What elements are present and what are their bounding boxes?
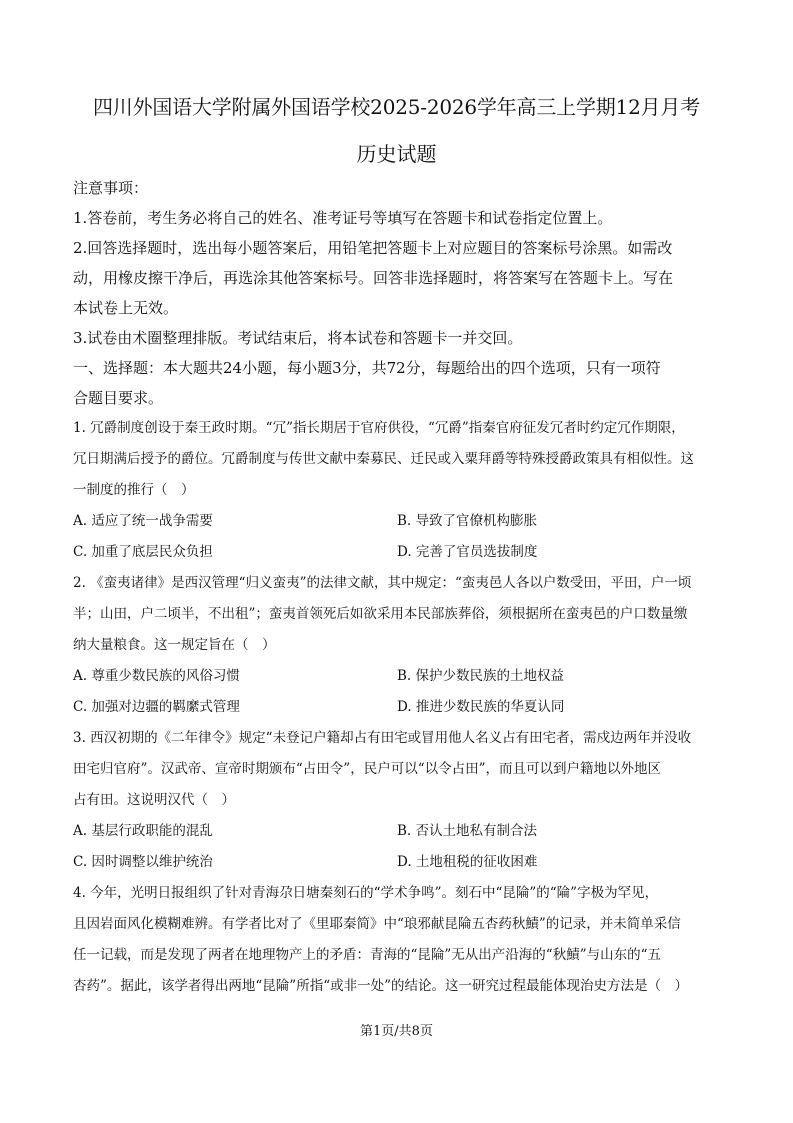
question-stem: 田宅归官府”。汉武帝、宣帝时期颁布“占田令”，民户可以“以令占田”，而且可以到户籍地以外地区 [73, 761, 662, 777]
option-a: A. 基层行政职能的混乱 [73, 823, 213, 839]
option-row [73, 847, 723, 878]
question-stem: 3. 西汉初期的《二年律令》规定“未登记户籍却占有田宅或冒用他人名义占有田宅者，需戍边两年并没收 [73, 730, 692, 746]
option-a: A. 尊重少数民族的风俗习惯 [73, 668, 240, 684]
exam-body [73, 173, 723, 1002]
option-c: C. 因时调整以维护统治 [73, 854, 213, 870]
question-stem: 占有田。这说明汉代（ ） [73, 792, 235, 808]
question-2 [73, 568, 723, 723]
question-1 [73, 413, 723, 568]
instruction-line: 2.回答选择题时，选出每小题答案后，用铅笔把答题卡上对应题目的答案标号涂黑。如需改 [73, 239, 673, 257]
question-stem: 且因岩面风化模糊难辨。有学者比对了《里耶秦简》中“琅邪献昆陯五杏药秋鰿”的记录，并未简单采信 [73, 916, 681, 932]
option-c: C. 加强对边疆的羁縻式管理 [73, 699, 240, 715]
option-b: B. 否认土地私有制合法 [397, 823, 538, 839]
question-stem: 2. 《蛮夷诸律》是西汉管理“归义蛮夷”的法律文献，其中规定：“蛮夷邑人各以户数受田，平田，户一顷 [73, 575, 692, 591]
option-d: D. 土地租税的征收困难 [397, 854, 538, 870]
option-row [73, 692, 723, 723]
option-row [73, 661, 723, 692]
question-stem: 任一记载，而是发现了两者在地理物产上的矛盾：青海的“昆陯”无从出产沿海的“秋鰿”与山东的“五 [73, 947, 662, 963]
question-stem: 1. 冗爵制度创设于秦王政时期。“冗”指长期居于官府供役，“冗爵”指秦官府征发冗者时约定冗作期限， [73, 420, 685, 436]
exam-subject: 历史试题 [356, 142, 437, 166]
option-row [73, 506, 723, 537]
instruction-line: 3.试卷由术圈整理排版。考试结束后，将本试卷和答题卡一并交回。 [73, 329, 523, 347]
question-stem: 半；山田，户二顷半，不出租”；蛮夷首领死后如欲采用本民部族葬俗，须根据所在蛮夷邑的户口数量缴 [73, 606, 688, 622]
question-stem: 一制度的推行（ ） [73, 482, 195, 498]
instruction-line: 本试卷上无效。 [73, 299, 179, 317]
option-a: A. 适应了统一战争需要 [73, 513, 213, 529]
question-stem: 纳大量粮食。这一规定旨在（ ） [73, 637, 276, 653]
option-c: C. 加重了底层民众负担 [73, 544, 213, 560]
question-stem: 杏药”。据此，该学者得出两地“昆陯”所指“或非一处”的结论。这一研究过程最能体现治史方法是（ ） [73, 978, 689, 994]
question-4 [73, 878, 723, 1002]
instructions-heading: 注意事项： [73, 179, 149, 197]
option-row [73, 816, 723, 847]
option-d: D. 推进少数民族的华夏认同 [397, 699, 565, 715]
question-3 [73, 723, 723, 878]
section-heading: 合题目要求。 [73, 389, 164, 407]
option-row [73, 537, 723, 568]
question-stem: 冗日期满后授予的爵位。冗爵制度与传世文献中秦募民、迁民或入粟拜爵等特殊授爵政策具有相似性。这 [73, 451, 694, 467]
option-b: B. 导致了官僚机构膨胀 [397, 513, 538, 529]
page-number: 第1页/共8页 [360, 1024, 433, 1039]
option-d: D. 完善了官员选拔制度 [397, 544, 538, 560]
option-b: B. 保护少数民族的土地权益 [397, 668, 565, 684]
instruction-line: 动，用橡皮擦干净后，再选涂其他答案标号。回答非选择题时，将答案写在答题卡上。写在 [73, 269, 674, 287]
exam-title: 四川外国语大学附属外国语学校2025-2026学年高三上学期12月月考 [92, 95, 700, 119]
question-stem: 4. 今年，光明日报组织了针对青海尕日塘秦刻石的“学术争鸣”。刻石中“昆陯”的“陯”字极为罕见， [73, 885, 659, 901]
instruction-line: 1.答卷前，考生务必将自己的姓名、准考证号等填写在答题卡和试卷指定位置上。 [73, 209, 613, 227]
section-heading: 一、选择题：本大题共24小题，每小题3分，共72分，每题给出的四个选项，只有一项符 [73, 359, 661, 377]
